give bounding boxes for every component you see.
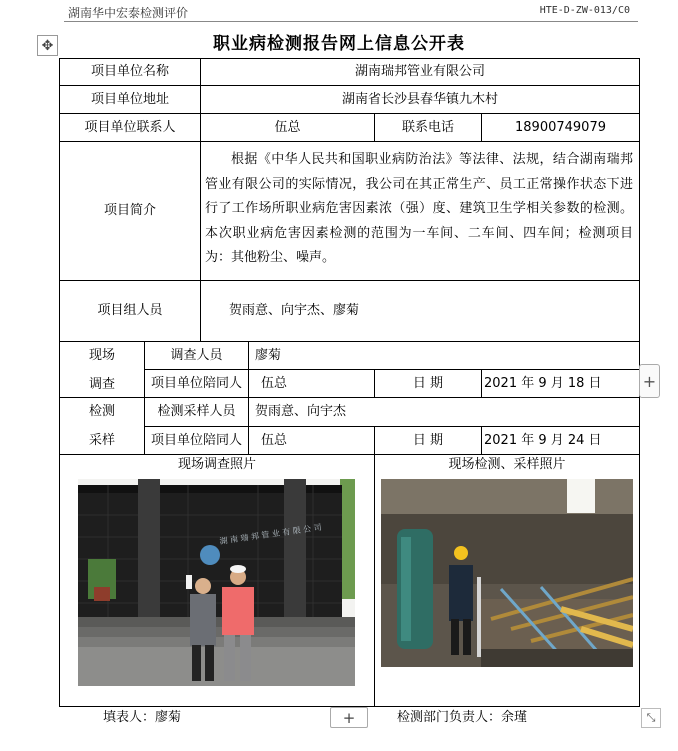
- survey-label-line1: 现场: [88, 347, 115, 363]
- sampling-date-label: 日 期: [374, 426, 482, 455]
- team-value[interactable]: 贺雨意、向宇杰、廖菊: [200, 280, 640, 342]
- contact-label: 项目单位联系人: [59, 113, 201, 142]
- sampler-label: 检测采样人员: [144, 397, 249, 427]
- investigator-label: 调查人员: [144, 341, 249, 370]
- sampling-label-line1: 检测: [88, 404, 115, 419]
- intro-label: 项目简介: [59, 141, 201, 281]
- plus-icon: +: [642, 371, 657, 391]
- sampling-escort-label: 项目单位陪同人: [144, 426, 249, 455]
- phone-label: 联系电话: [374, 113, 482, 142]
- add-column-button[interactable]: [639, 364, 660, 398]
- sampling-photo-image: [381, 479, 633, 667]
- survey-photo-caption: 现场调查照片: [177, 457, 256, 472]
- dept-head-signature: 检测部门负责人：余瑾: [397, 710, 528, 725]
- survey-photo-image: [78, 479, 355, 686]
- plus-icon: +: [342, 708, 356, 727]
- sampling-label-line2: 采样: [88, 433, 115, 448]
- team-label: 项目组人员: [59, 280, 201, 342]
- move-icon: ✥: [41, 37, 54, 54]
- sampling-section-label: [59, 397, 145, 455]
- investigator-value[interactable]: 廖菊: [248, 341, 640, 370]
- intro-value[interactable]: 根据《中华人民共和国职业病防治法》等法律、法规，结合湖南瑞邦管业有限公司的实际情况，我公司在其正常生产、员工正常操作状态下进行了工作场所职业病危害因素浓（强）度、建筑卫生学相关参数的检测。本次职业病危害因素检测的范围为一车间、二车间、四车间；检测项目为：其他粉尘、噪声。: [200, 141, 640, 281]
- filler-signature: 填表人：廖菊: [103, 710, 182, 725]
- sampling-photo-caption: 现场检测、采样照片: [448, 457, 566, 472]
- header-doc-code: HTE-D-ZW-013/C0: [539, 5, 630, 16]
- survey-escort-label: 项目单位陪同人: [144, 369, 249, 398]
- page-title: 职业病检测报告网上信息公开表: [213, 34, 465, 54]
- add-row-button[interactable]: [330, 707, 368, 728]
- sampling-escort-value[interactable]: 伍总: [248, 426, 375, 455]
- header-org: 湖南华中宏泰检测评价: [68, 6, 189, 20]
- table-resize-handle[interactable]: [641, 708, 661, 728]
- address-value[interactable]: 湖南省长沙县春华镇九木村: [200, 85, 640, 114]
- svg-text:湖 南 瑞 邦 管 业 有 限 公 司: 湖 南 瑞 邦 管 业 有 限 公 司: [219, 522, 323, 546]
- survey-photo[interactable]: [78, 479, 355, 686]
- sampling-photo[interactable]: [381, 479, 633, 667]
- address-label: 项目单位地址: [59, 85, 201, 114]
- contact-value[interactable]: 伍总: [200, 113, 375, 142]
- unit-name-value[interactable]: 湖南瑞邦管业有限公司: [200, 58, 640, 86]
- sampler-value[interactable]: 贺雨意、向宇杰: [248, 397, 640, 427]
- survey-date-label: 日 期: [374, 369, 482, 398]
- survey-date-value[interactable]: 2021 年 9 月 18 日: [481, 369, 640, 398]
- resize-icon: ⤡: [646, 711, 656, 724]
- header-divider: [64, 21, 638, 22]
- phone-value[interactable]: 18900749079: [481, 113, 640, 142]
- unit-name-label: 项目单位名称: [59, 58, 201, 86]
- survey-escort-value[interactable]: 伍总: [248, 369, 375, 398]
- survey-label-line2: 调查: [88, 376, 115, 392]
- sampling-date-value[interactable]: 2021 年 9 月 24 日: [481, 426, 640, 455]
- survey-section-label: [59, 341, 145, 398]
